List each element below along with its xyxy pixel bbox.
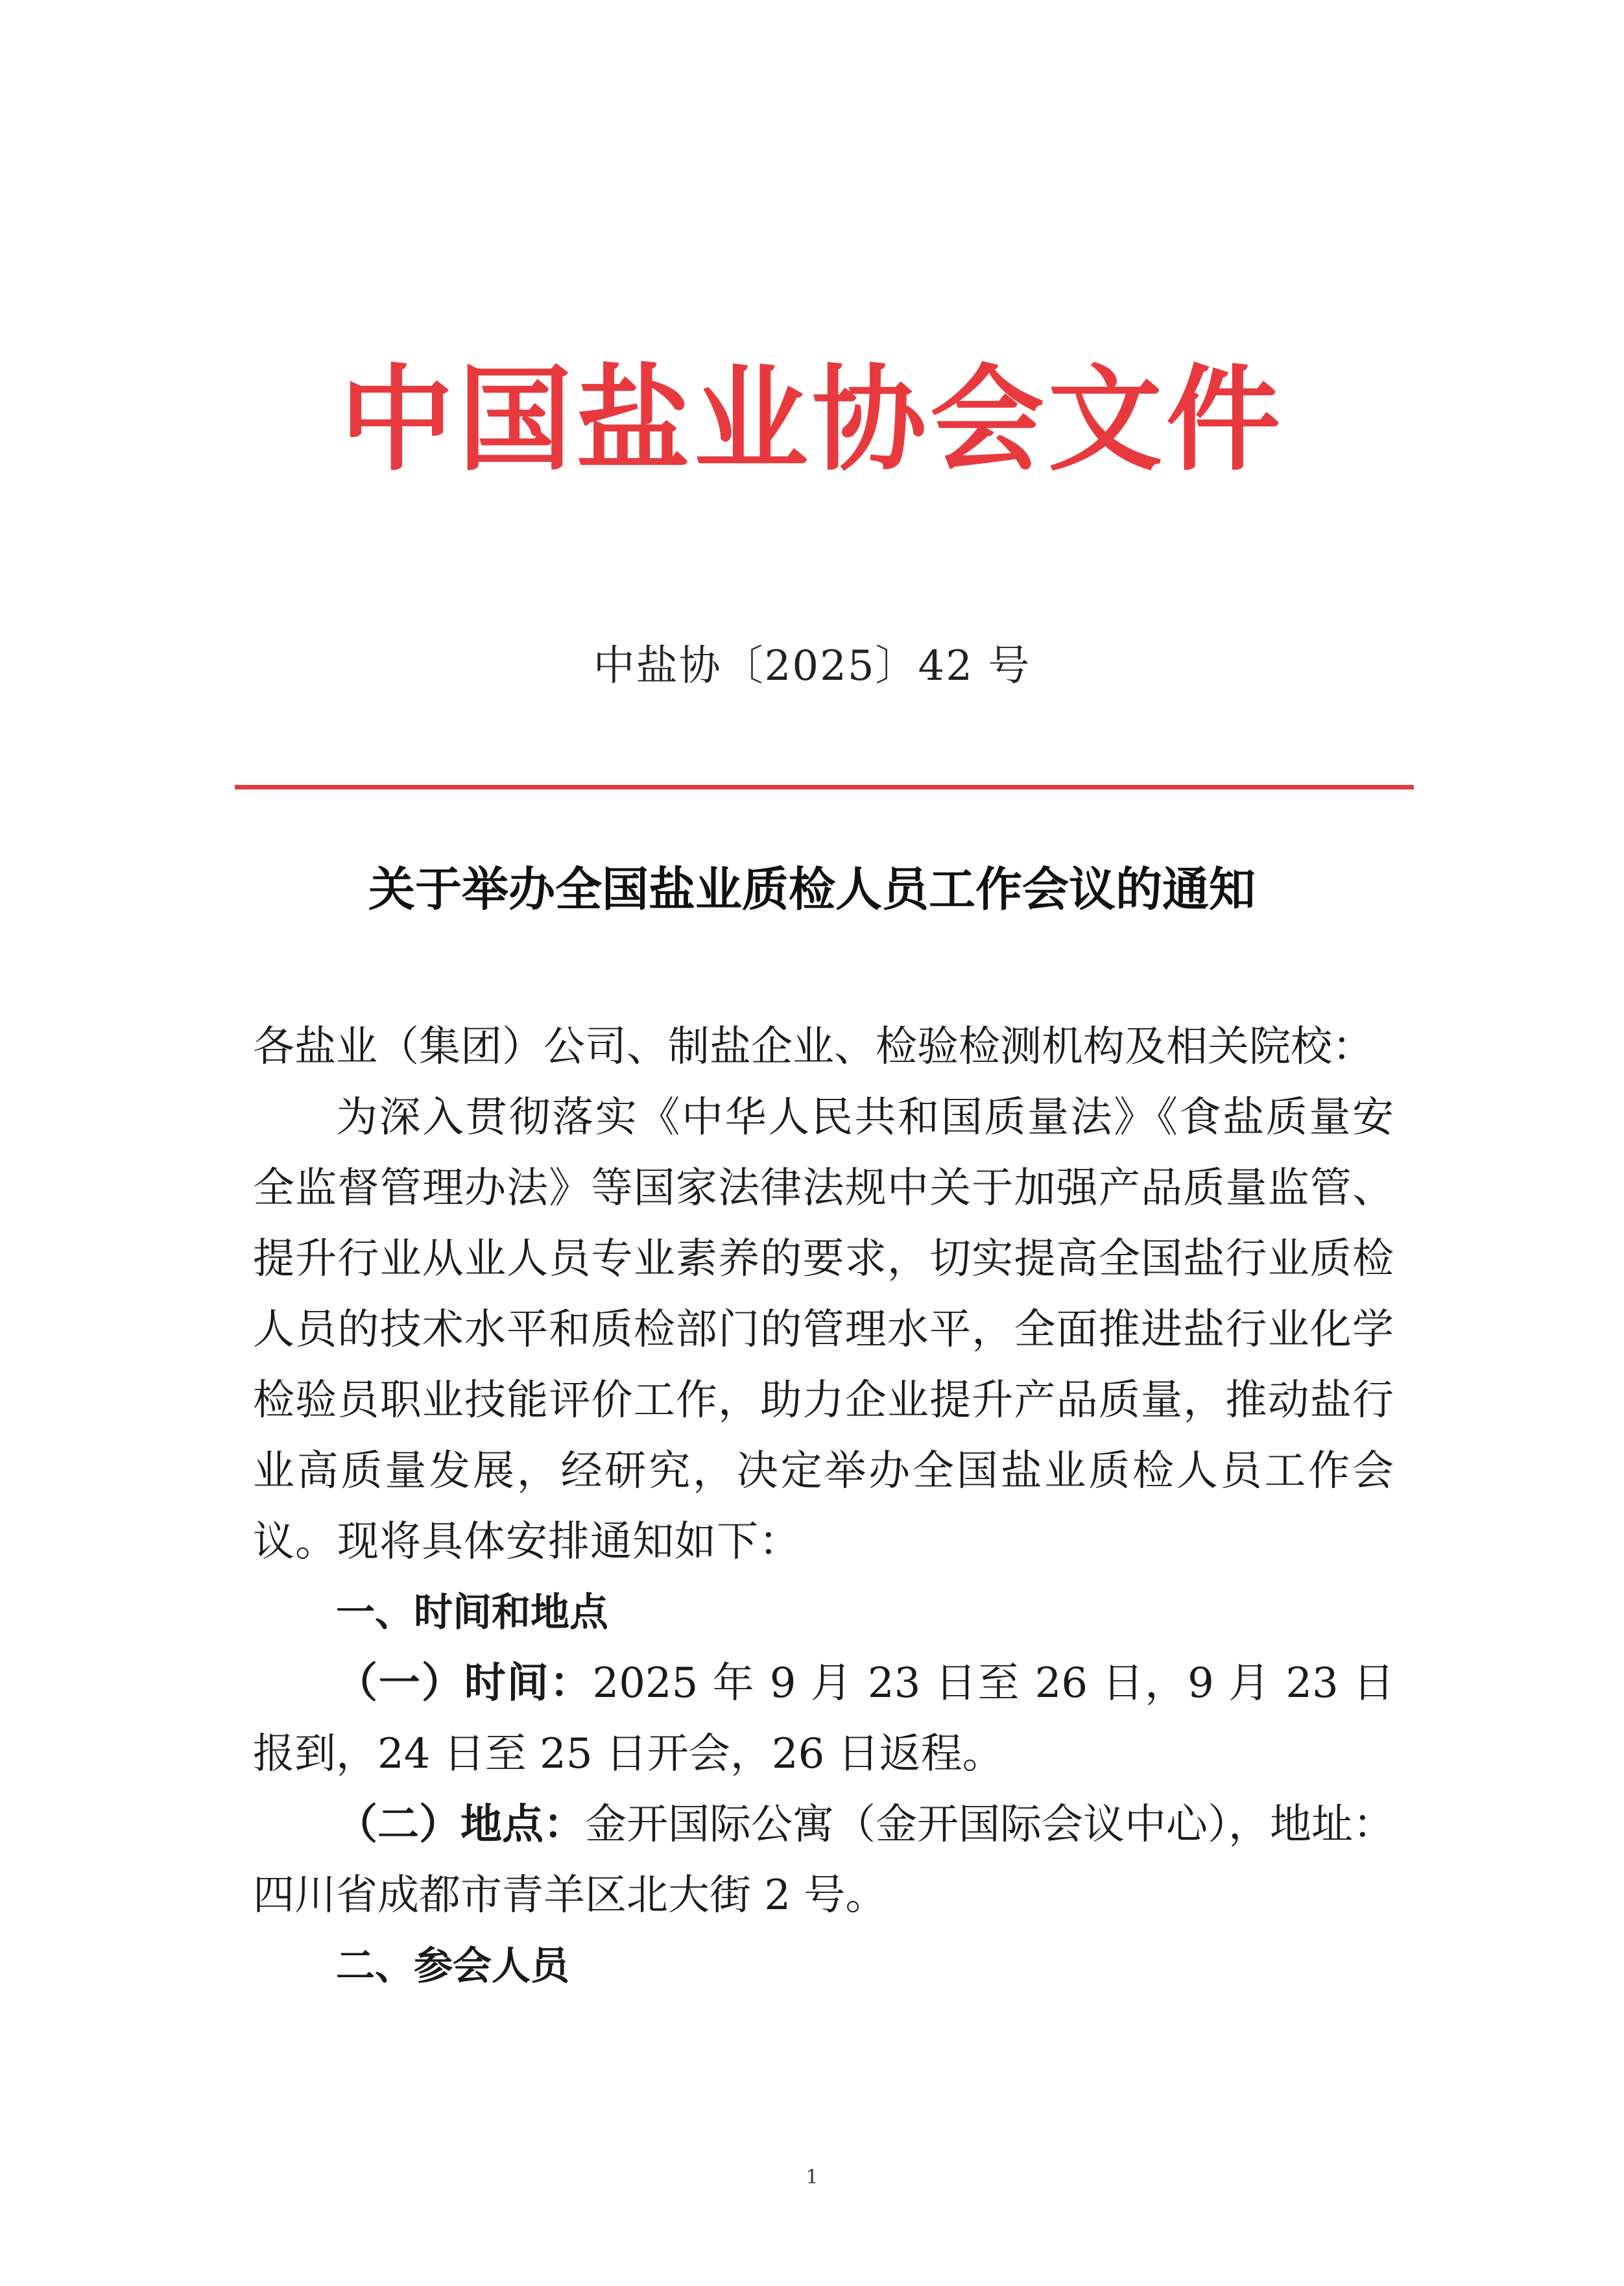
section-heading-attendees: 二、参会人员 xyxy=(336,1943,569,1989)
place-paragraph xyxy=(253,1790,1394,1931)
masthead-title: 中国盐业协会文件 xyxy=(339,354,1284,487)
red-divider-rule xyxy=(235,785,1414,789)
time-label: （一）时间： xyxy=(336,1659,593,1707)
page-number: 1 xyxy=(806,2166,818,2189)
notice-title: 关于举办全国盐业质检人员工作会议的通知 xyxy=(368,861,1256,917)
time-paragraph xyxy=(253,1648,1394,1790)
place-label: （二）地点： xyxy=(336,1801,585,1849)
intro-paragraph: 为深入贯彻落实《中华人民共和国质量法》《食盐质量安全监督管理办法》等国家法律法规中关于加强产品质量监管、提升行业从业人员专业素养的要求，切实提高全国盐行业质检人员的技术水平和质检部门的管理水平，全面推进盐行业化学检验员职业技能评价工作，助力企业提升产品质量，推动盐行业高质量发展，经研究，决定举办全国盐业质检人员工作会议。现将具体安排通知如下： xyxy=(253,1094,1394,1566)
place-text: 金开国际公寓（金开国际会议中心），地址：四川省成都市青羊区北大街 2 号。 xyxy=(253,1801,1394,1919)
time-text: 2025 年 9 月 23 日至 26 日，9 月 23 日报到，24 日至 25 日开会，26 日返程。 xyxy=(253,1659,1395,1778)
document-number: 中盐协〔2025〕42 号 xyxy=(593,642,1031,690)
section-heading-time-place: 一、时间和地点 xyxy=(336,1590,608,1635)
addressee-line: 各盐业（集团）公司、制盐企业、检验检测机构及相关院校： xyxy=(253,1023,1374,1071)
